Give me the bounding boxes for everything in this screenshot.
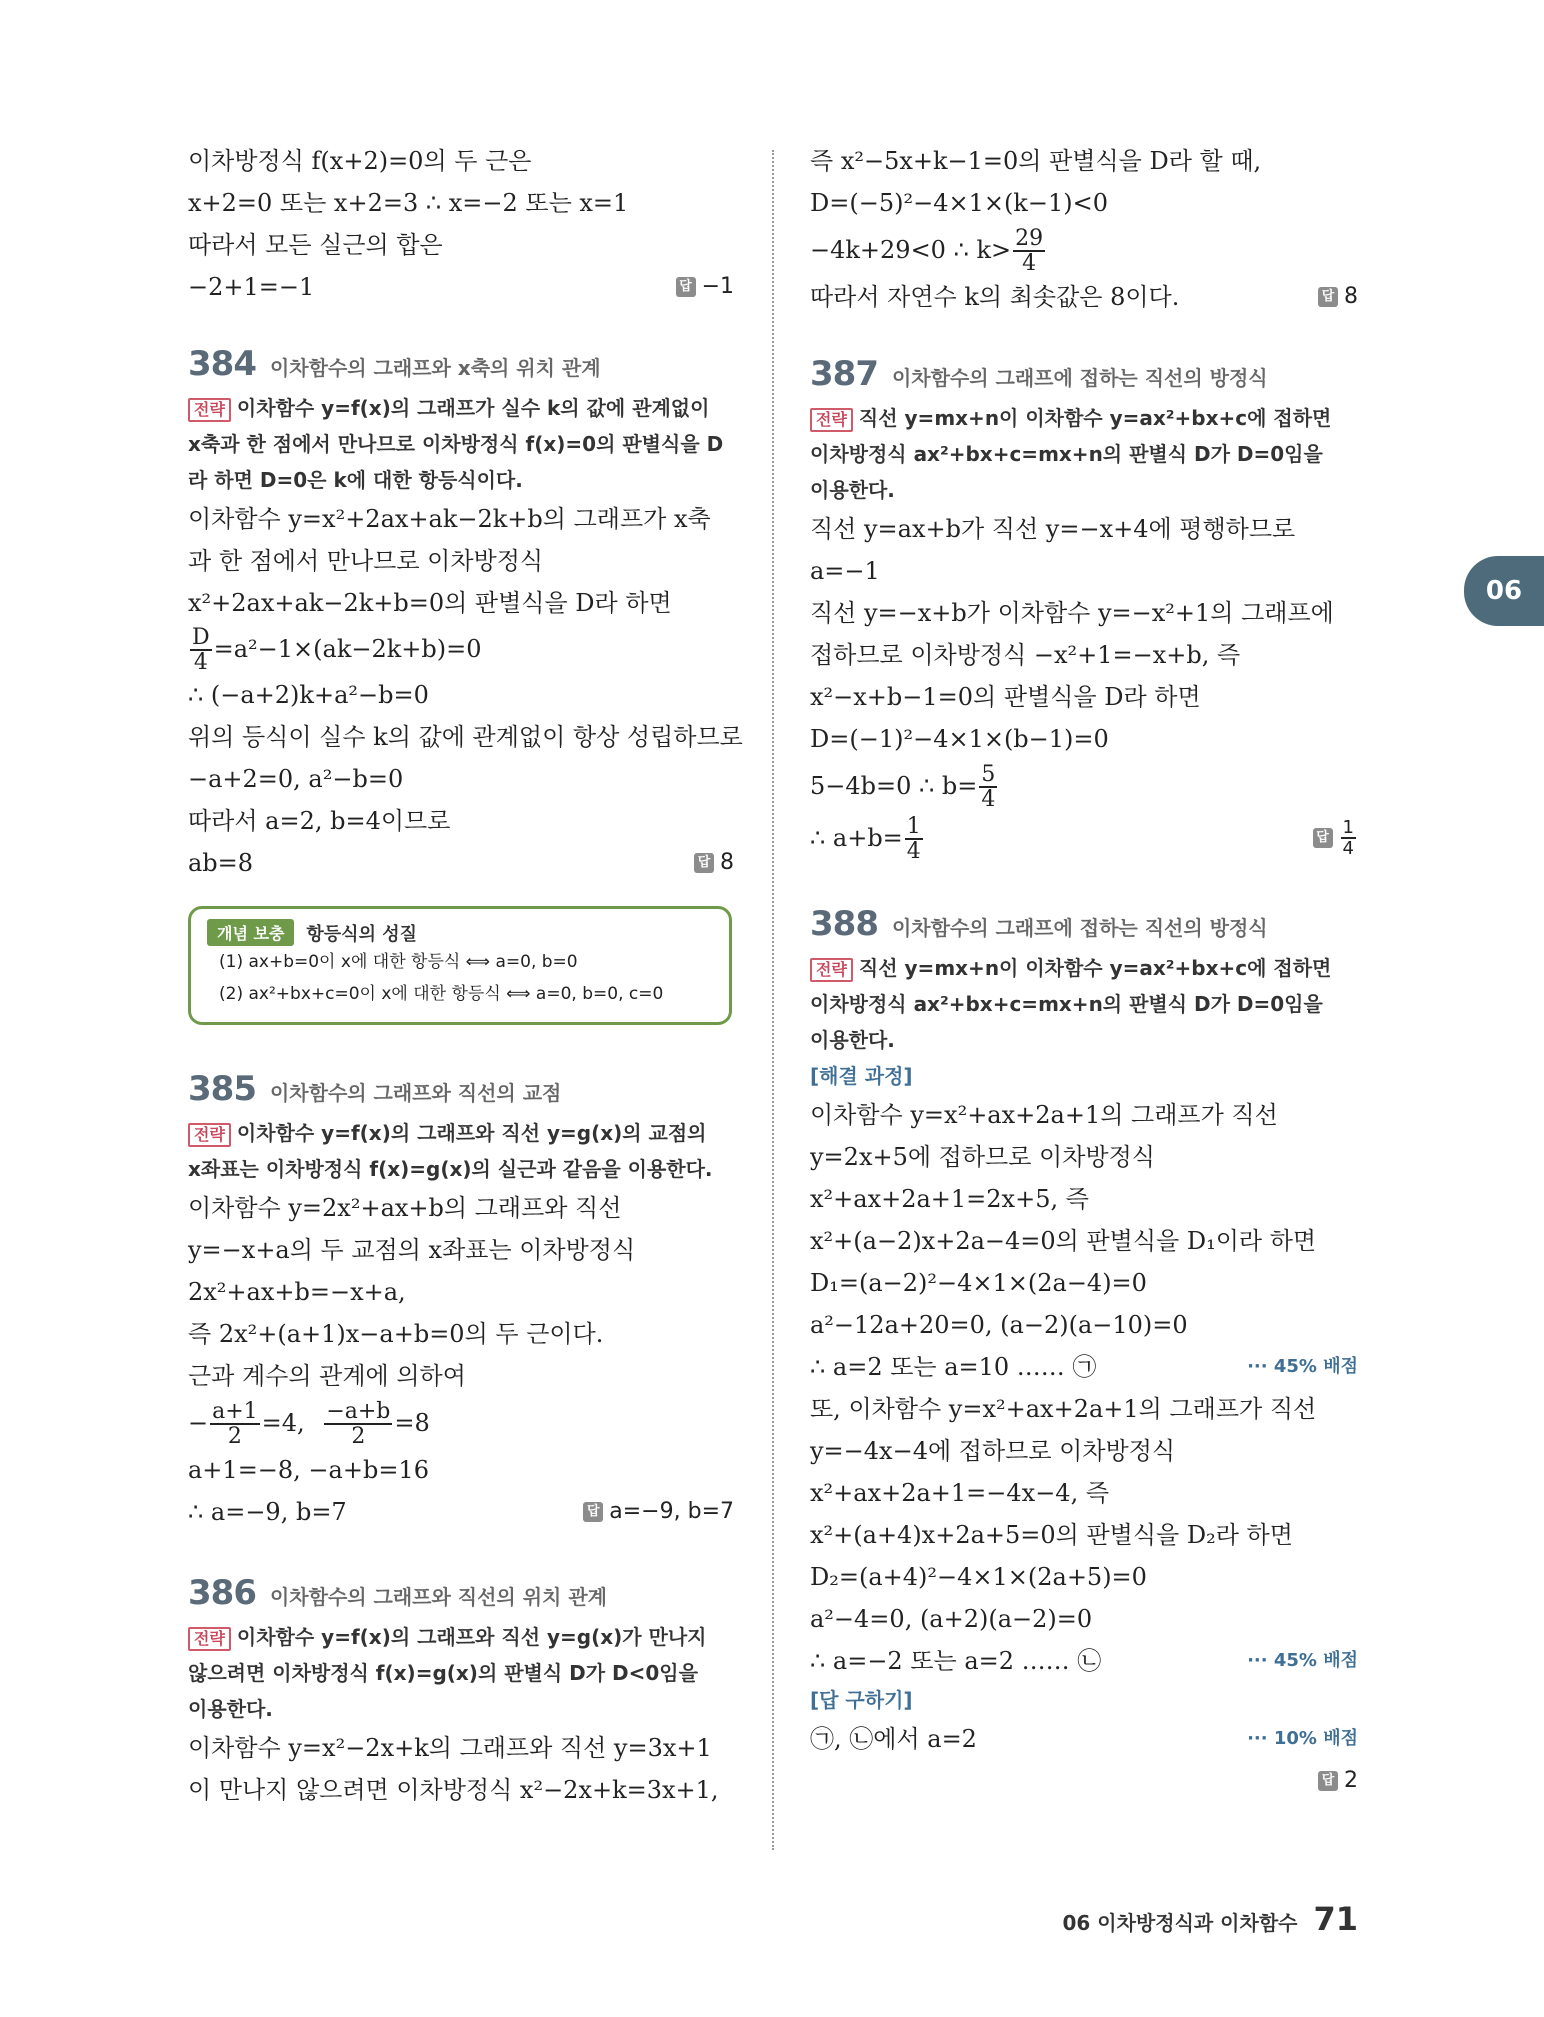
- answer-value: a=−9, b=7: [609, 1499, 734, 1524]
- strategy-line: [188, 390, 734, 426]
- strategy-badge: 전략: [188, 1627, 231, 1651]
- concept-tag: 개념 보충: [207, 919, 294, 946]
- strategy-line: [810, 950, 1358, 986]
- answer-icon: 답: [694, 853, 714, 873]
- answer-row: [188, 266, 734, 308]
- text-line: ∴ (−a+2)k+a²−b=0: [188, 681, 429, 709]
- strategy-text: 직선 y=mx+n이 이차함수 y=ax²+bx+c에 접하면: [858, 406, 1332, 430]
- problem-title: 이차함수의 그래프와 x축의 위치 관계: [269, 356, 601, 380]
- answer-row: [810, 812, 1358, 864]
- text-line: a+1=−8, −a+b=16: [188, 1456, 429, 1484]
- strategy-badge: 전략: [188, 1123, 231, 1147]
- answer-value: 8: [720, 850, 734, 875]
- text-line: x+2=0 또는 x+2=3 ∴ x=−2 또는 x=1: [188, 189, 629, 217]
- text-line: x²+(a+4)x+2a+5=0의 판별식을 D₂라 하면: [810, 1521, 1293, 1549]
- denominator: 4: [1022, 251, 1037, 276]
- answer: [1318, 276, 1358, 318]
- concept-box: [188, 906, 732, 1025]
- score-label: ··· 45% 배점: [1247, 1356, 1358, 1377]
- answer-fraction: [1341, 816, 1356, 859]
- text-line: D₁=(a−2)²−4×1×(2a−4)=0: [810, 1269, 1147, 1297]
- score-label: ··· 10% 배점: [1247, 1728, 1358, 1749]
- problem-number: 385: [188, 1069, 256, 1109]
- equation-text: 5−4b=0 ∴ b=: [810, 772, 978, 800]
- concept-item: (2) ax²+bx+c=0이 x에 대한 항등식 ⟺ a=0, b=0, c=0: [219, 984, 664, 1004]
- answer: [1318, 1760, 1358, 1802]
- answer-icon: 답: [583, 1502, 603, 1522]
- equation-text: =4,: [261, 1409, 305, 1437]
- text-line: 또, 이차함수 y=x²+ax+2a+1의 그래프가 직선: [810, 1395, 1317, 1423]
- concept-box-header: [207, 919, 713, 946]
- strategy-line: [188, 1115, 734, 1151]
- fraction: [979, 764, 997, 811]
- problem-number: 384: [188, 344, 256, 384]
- text-line: x²+ax+2a+1=−4x−4, 즉: [810, 1479, 1110, 1507]
- problem-number: 388: [810, 904, 878, 944]
- problem-header-384: [188, 344, 734, 384]
- answer-icon: 답: [1313, 828, 1333, 848]
- text-line: D=(−1)²−4×1×(b−1)=0: [810, 725, 1109, 753]
- problem-header-385: [188, 1069, 734, 1109]
- denominator: 2: [351, 1424, 366, 1449]
- strategy-text: 직선 y=mx+n이 이차함수 y=ax²+bx+c에 접하면: [858, 956, 1332, 980]
- denominator: 4: [1342, 837, 1354, 859]
- strategy-line: x좌표는 이차방정식 f(x)=g(x)의 실근과 같음을 이용한다.: [188, 1157, 713, 1181]
- step-row: [810, 1346, 1358, 1388]
- text-line: 이차함수 y=x²+ax+2a+1의 그래프가 직선: [810, 1101, 1278, 1129]
- text-line: −2+1=−1: [188, 273, 315, 301]
- answer: [676, 266, 734, 308]
- answer-row: [810, 1760, 1358, 1802]
- fraction-line: [810, 812, 925, 864]
- denominator: 4: [981, 787, 996, 812]
- fraction-line: [188, 1397, 734, 1449]
- text-line: 2x²+ax+b=−x+a,: [188, 1278, 406, 1306]
- text-line: 접하므로 이차방정식 −x²+1=−x+b, 즉: [810, 641, 1241, 669]
- problem-title: 이차함수의 그래프와 직선의 위치 관계: [269, 1585, 607, 1609]
- text-line: 직선 y=−x+b가 이차함수 y=−x²+1의 그래프에: [810, 599, 1334, 627]
- fraction: [190, 627, 212, 674]
- equation-text: −4k+29<0 ∴ k>: [810, 236, 1012, 264]
- text-line: 이차함수 y=x²+2ax+ak−2k+b의 그래프가 x축: [188, 505, 711, 533]
- text-line: y=−x+a의 두 교점의 x좌표는 이차방정식: [188, 1236, 636, 1264]
- problem-number: 386: [188, 1573, 256, 1613]
- text-line: 따라서 모든 실근의 합은: [188, 231, 443, 259]
- text-line: x²+ax+2a+1=2x+5, 즉: [810, 1185, 1089, 1213]
- text-line: ㉠, ㉡에서 a=2: [810, 1725, 977, 1753]
- text-line: 이차함수 y=2x²+ax+b의 그래프와 직선: [188, 1194, 622, 1222]
- strategy-line: x축과 한 점에서 만나므로 이차방정식 f(x)=0의 판별식을 D: [188, 432, 724, 456]
- page-number: 71: [1313, 1900, 1358, 1938]
- strategy-badge: 전략: [810, 408, 853, 432]
- numerator: 1: [906, 814, 921, 839]
- problem-header-387: [810, 354, 1358, 394]
- problem-header-386: [188, 1573, 734, 1613]
- answer: [1313, 816, 1358, 859]
- chapter-tab: 06: [1464, 556, 1544, 626]
- right-column: [810, 140, 1358, 1802]
- left-column: [188, 140, 743, 1811]
- numerator: 5: [981, 762, 996, 787]
- numerator: D: [192, 625, 210, 650]
- denominator: 2: [227, 1424, 242, 1449]
- text-line: 즉 x²−5x+k−1=0의 판별식을 D라 할 때,: [810, 147, 1262, 175]
- text-line: ∴ a=2 또는 a=10 …… ㉠: [810, 1353, 1097, 1381]
- text-line: ∴ a=−9, b=7: [188, 1498, 347, 1526]
- footer-chapter-title: 06 이차방정식과 이차함수: [1062, 1911, 1298, 1935]
- text-line: D₂=(a+4)²−4×1×(2a+5)=0: [810, 1563, 1147, 1591]
- problem-number: 387: [810, 354, 878, 394]
- strategy-line: 이차방정식 ax²+bx+c=mx+n의 판별식 D가 D=0임을: [810, 992, 1323, 1016]
- strategy-line: 이용한다.: [810, 478, 895, 502]
- answer: [694, 842, 734, 884]
- text-line: 따라서 a=2, b=4이므로: [188, 807, 451, 835]
- text-line: 이차방정식 f(x+2)=0의 두 근은: [188, 147, 532, 175]
- problem-title: 이차함수의 그래프에 접하는 직선의 방정식: [891, 366, 1268, 390]
- numerator: 29: [1015, 226, 1044, 251]
- strategy-line: 라 하면 D=0은 k에 대한 항등식이다.: [188, 468, 523, 492]
- fraction-line: [188, 624, 734, 674]
- fraction: [324, 1401, 392, 1448]
- answer-icon: 답: [1318, 1771, 1338, 1791]
- page-footer: [1063, 1900, 1359, 1938]
- column-divider: [772, 150, 774, 1850]
- strategy-badge: 전략: [188, 398, 231, 422]
- step-row: [810, 1718, 1358, 1760]
- answer: [583, 1491, 734, 1533]
- text-line: y=2x+5에 접하므로 이차방정식: [810, 1143, 1155, 1171]
- equation-text: =a²−1×(ak−2k+b)=0: [213, 635, 482, 663]
- text-line: 근과 계수의 관계에 의하여: [188, 1362, 466, 1390]
- answer-value: 2: [1344, 1768, 1358, 1793]
- answer-row: [188, 842, 734, 884]
- text-line: a=−1: [810, 557, 880, 585]
- fraction-line: [810, 760, 1358, 812]
- score-label: ··· 45% 배점: [1247, 1650, 1358, 1671]
- concept-title: 항등식의 성질: [306, 923, 418, 945]
- strategy-text: 이차함수 y=f(x)의 그래프와 직선 y=g(x)가 만나지: [236, 1625, 707, 1649]
- text-line: 이차함수 y=x²−2x+k의 그래프와 직선 y=3x+1: [188, 1734, 712, 1762]
- text-line: a²−4=0, (a+2)(a−2)=0: [810, 1605, 1093, 1633]
- text-line: 직선 y=ax+b가 직선 y=−x+4에 평행하므로: [810, 515, 1296, 543]
- answer-icon: 답: [1318, 287, 1338, 307]
- denominator: 4: [906, 839, 921, 864]
- text-line: a²−12a+20=0, (a−2)(a−10)=0: [810, 1311, 1188, 1339]
- strategy-line: [188, 1619, 734, 1655]
- numerator: −a+b: [326, 1399, 391, 1424]
- fraction: [1013, 228, 1045, 275]
- concept-item: (1) ax+b=0이 x에 대한 항등식 ⟺ a=0, b=0: [219, 952, 578, 972]
- strategy-text: 이차함수 y=f(x)의 그래프와 직선 y=g(x)의 교점의: [236, 1121, 707, 1145]
- strategy-line: [810, 400, 1358, 436]
- text-line: x²−x+b−1=0의 판별식을 D라 하면: [810, 683, 1201, 711]
- text-line: y=−4x−4에 접하므로 이차방정식: [810, 1437, 1176, 1465]
- text-line: x²+(a−2)x+2a−4=0의 판별식을 D₁이라 하면: [810, 1227, 1317, 1255]
- text-line: D=(−5)²−4×1×(k−1)<0: [810, 189, 1108, 217]
- strategy-line: 이차방정식 ax²+bx+c=mx+n의 판별식 D가 D=0임을: [810, 442, 1323, 466]
- strategy-line: 않으려면 이차방정식 f(x)=g(x)의 판별식 D가 D<0임을: [188, 1661, 698, 1685]
- problem-title: 이차함수의 그래프에 접하는 직선의 방정식: [891, 916, 1268, 940]
- answer-label: [답 구하기]: [810, 1688, 913, 1712]
- process-label: [해결 과정]: [810, 1064, 913, 1088]
- text-line: x²+2ax+ak−2k+b=0의 판별식을 D라 하면: [188, 589, 672, 617]
- equation-text: =8: [394, 1409, 430, 1437]
- step-row: [810, 1640, 1358, 1682]
- strategy-line: 이용한다.: [810, 1028, 895, 1052]
- numerator: 1: [1342, 816, 1354, 838]
- sign: −: [188, 1409, 209, 1437]
- denominator: 4: [193, 650, 208, 675]
- strategy-badge: 전략: [810, 958, 853, 982]
- text-line: 즉 2x²+(a+1)x−a+b=0의 두 근이다.: [188, 1320, 604, 1348]
- problem-header-388: [810, 904, 1358, 944]
- strategy-line: 이용한다.: [188, 1697, 273, 1721]
- fraction: [905, 816, 923, 863]
- text-line: 따라서 자연수 k의 최솟값은 8이다.: [810, 283, 1180, 311]
- problem-title: 이차함수의 그래프와 직선의 교점: [269, 1081, 562, 1105]
- text-line: −a+2=0, a²−b=0: [188, 765, 404, 793]
- answer-row: [188, 1491, 734, 1533]
- equation-text: ∴ a+b=: [810, 824, 903, 852]
- text-line: 이 만나지 않으려면 이차방정식 x²−2x+k=3x+1,: [188, 1776, 719, 1804]
- fraction: [210, 1401, 260, 1448]
- answer-row: [810, 276, 1358, 318]
- text-line: 과 한 점에서 만나므로 이차방정식: [188, 547, 544, 575]
- answer-value: −1: [701, 274, 734, 299]
- text-line: ∴ a=−2 또는 a=2 …… ㉡: [810, 1647, 1102, 1675]
- numerator: a+1: [212, 1399, 258, 1424]
- text-line: ab=8: [188, 849, 254, 877]
- answer-icon: 답: [676, 277, 696, 297]
- answer-value: 8: [1344, 284, 1358, 309]
- strategy-text: 이차함수 y=f(x)의 그래프가 실수 k의 값에 관계없이: [236, 396, 710, 420]
- text-line: 위의 등식이 실수 k의 값에 관계없이 항상 성립하므로: [188, 723, 743, 751]
- fraction-line: [810, 224, 1358, 276]
